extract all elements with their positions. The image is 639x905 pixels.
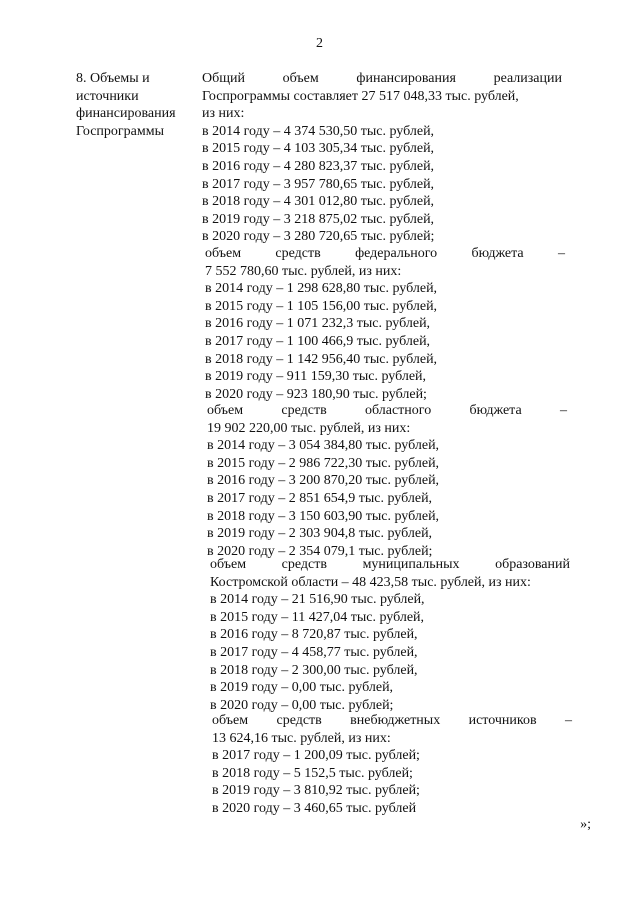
year-line: в 2016 году – 8 720,87 тыс. рублей, [210,627,418,643]
block-line: из них: [202,106,245,122]
year-line: в 2014 году – 3 054 384,80 тыс. рублей, [207,438,440,454]
block-regional [207,402,567,560]
year-line: в 2020 году – 923 180,90 тыс. рублей; [205,386,427,402]
block-line: Костромской области – 48 423,58 тыс. рублей, из них: [210,574,531,590]
block-extrabudgetary [212,712,572,818]
block-line: 19 902 220,00 тыс. рублей, из них: [207,420,411,436]
year-line: в 2019 году – 911 159,30 тыс. рублей, [205,369,427,385]
year-line: в 2020 году – 0,00 тыс. рублей; [210,697,394,713]
section-label: 8. Объемы и источники финансирования Госпрограммы [76,71,176,139]
block-line: 13 624,16 тыс. рублей, из них: [212,730,391,746]
year-line: в 2020 году – 3 460,65 тыс. рублей [212,800,417,816]
block-title: объем средств внебюджетных источников – [212,713,572,728]
closing-quote-mark: »; [580,817,591,832]
year-line: в 2020 году – 2 354 079,1 тыс. рублей; [207,543,433,559]
page-number: 2 [316,36,323,51]
year-line: в 2019 году – 0,00 тыс. рублей, [210,680,394,696]
year-line: в 2019 году – 3 218 875,02 тыс. рублей, [202,211,435,227]
year-line: в 2017 году – 4 458,77 тыс. рублей, [210,644,418,660]
block-title: объем средств муниципальных образований [210,557,570,572]
block-line: Госпрограммы составляет 27 517 048,33 тыс. рублей, [202,88,519,104]
year-line: в 2020 году – 3 280 720,65 тыс. рублей; [202,229,435,245]
block-title: объем средств федерального бюджета – [205,246,565,261]
block-total [202,70,562,246]
block-line: 7 552 780,60 тыс. рублей, из них: [205,263,402,279]
year-line: в 2016 году – 1 071 232,3 тыс. рублей, [205,316,431,332]
year-line: в 2016 году – 4 280 823,37 тыс. рублей, [202,158,435,174]
year-line: в 2014 году – 21 516,90 тыс. рублей, [210,592,425,608]
year-line: в 2018 году – 5 152,5 тыс. рублей; [212,765,413,781]
year-line: в 2014 году – 1 298 628,80 тыс. рублей, [205,281,438,297]
year-line: в 2018 году – 2 300,00 тыс. рублей, [210,662,418,678]
year-line: в 2015 году – 11 427,04 тыс. рублей, [210,609,425,625]
year-line: в 2015 году – 4 103 305,34 тыс. рублей, [202,141,435,157]
year-line: в 2019 году – 3 810,92 тыс. рублей; [212,783,420,799]
block-title: объем средств областного бюджета – [207,403,567,418]
year-line: в 2018 году – 4 301 012,80 тыс. рублей, [202,194,435,210]
block-title: Общий объем финансирования реализации [202,71,562,86]
year-line: в 2018 году – 3 150 603,90 тыс. рублей, [207,508,440,524]
year-line: в 2015 году – 2 986 722,30 тыс. рублей, [207,455,440,471]
year-line: в 2016 году – 3 200 870,20 тыс. рублей, [207,473,440,489]
year-line: в 2014 году – 4 374 530,50 тыс. рублей, [202,123,435,139]
year-line: в 2017 году – 3 957 780,65 тыс. рублей, [202,176,435,192]
year-line: в 2017 году – 1 100 466,9 тыс. рублей, [205,333,431,349]
year-line: в 2017 году – 2 851 654,9 тыс. рублей, [207,490,433,506]
block-municipal [210,556,570,714]
year-line: в 2015 году – 1 105 156,00 тыс. рублей, [205,298,438,314]
year-line: в 2019 году – 2 303 904,8 тыс. рублей, [207,526,433,542]
year-line: в 2017 году – 1 200,09 тыс. рублей; [212,748,420,764]
block-federal [205,245,565,403]
year-line: в 2018 году – 1 142 956,40 тыс. рублей, [205,351,438,367]
